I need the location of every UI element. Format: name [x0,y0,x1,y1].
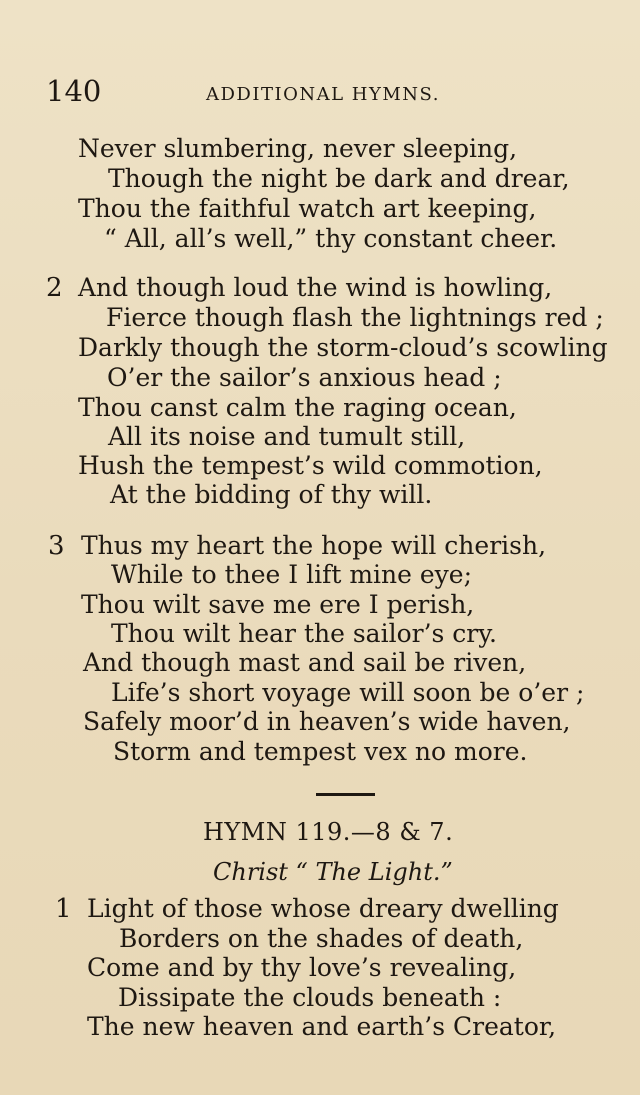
verse-line: Dissipate the clouds beneath : [118,983,502,1012]
verse-line: Never slumbering, never sleeping, [78,134,518,163]
running-head: ADDITIONAL HYMNS. [206,84,440,105]
stanza-number: 1 [55,894,72,924]
verse-line: Thou wilt hear the sailor’s cry. [111,619,497,648]
stanza-number: 2 [46,273,63,303]
verse-line: Come and by thy love’s revealing, [87,953,517,982]
verse-line: The new heaven and earth’s Creator, [87,1012,557,1041]
verse-line: Thou canst calm the raging ocean, [78,393,517,422]
page-number: 140 [46,74,102,108]
verse-line: And though mast and sail be riven, [83,648,527,677]
verse-line: Hush the tempest’s wild commotion, [78,451,543,480]
verse-line: Thou the faithful watch art keeping, [78,194,537,223]
hymn-subtitle: Christ “ The Light.” [213,858,453,886]
verse-line: “ All, all’s well,” thy constant cheer. [104,224,558,253]
verse-line: All its noise and tumult still, [108,422,466,451]
verse-line: And though loud the wind is howling, [78,273,553,302]
verse-line: Fierce though flash the lightnings red ; [106,303,604,332]
verse-line: Borders on the shades of death, [119,924,524,953]
page-header [46,74,600,110]
hymn-title: HYMN 119.—8 & 7. [203,818,454,846]
stanza-number: 3 [48,531,65,561]
verse-line: Light of those whose dreary dwelling [87,894,559,923]
verse-line: Storm and tempest vex no more. [113,737,528,766]
verse-line: While to thee I lift mine eye; [111,560,472,589]
verse-line: Thus my heart the hope will cherish, [81,531,547,560]
verse-line: Darkly though the storm-cloud’s scowling [78,333,608,362]
verse-line: At the bidding of thy will. [110,480,433,509]
verse-line: Thou wilt save me ere I perish, [81,590,475,619]
section-divider [316,793,375,796]
verse-line: O’er the sailor’s anxious head ; [107,363,502,392]
verse-line: Life’s short voyage will soon be o’er ; [111,678,585,707]
verse-line: Though the night be dark and drear, [108,164,570,193]
verse-line: Safely moor’d in heaven’s wide haven, [83,707,571,736]
